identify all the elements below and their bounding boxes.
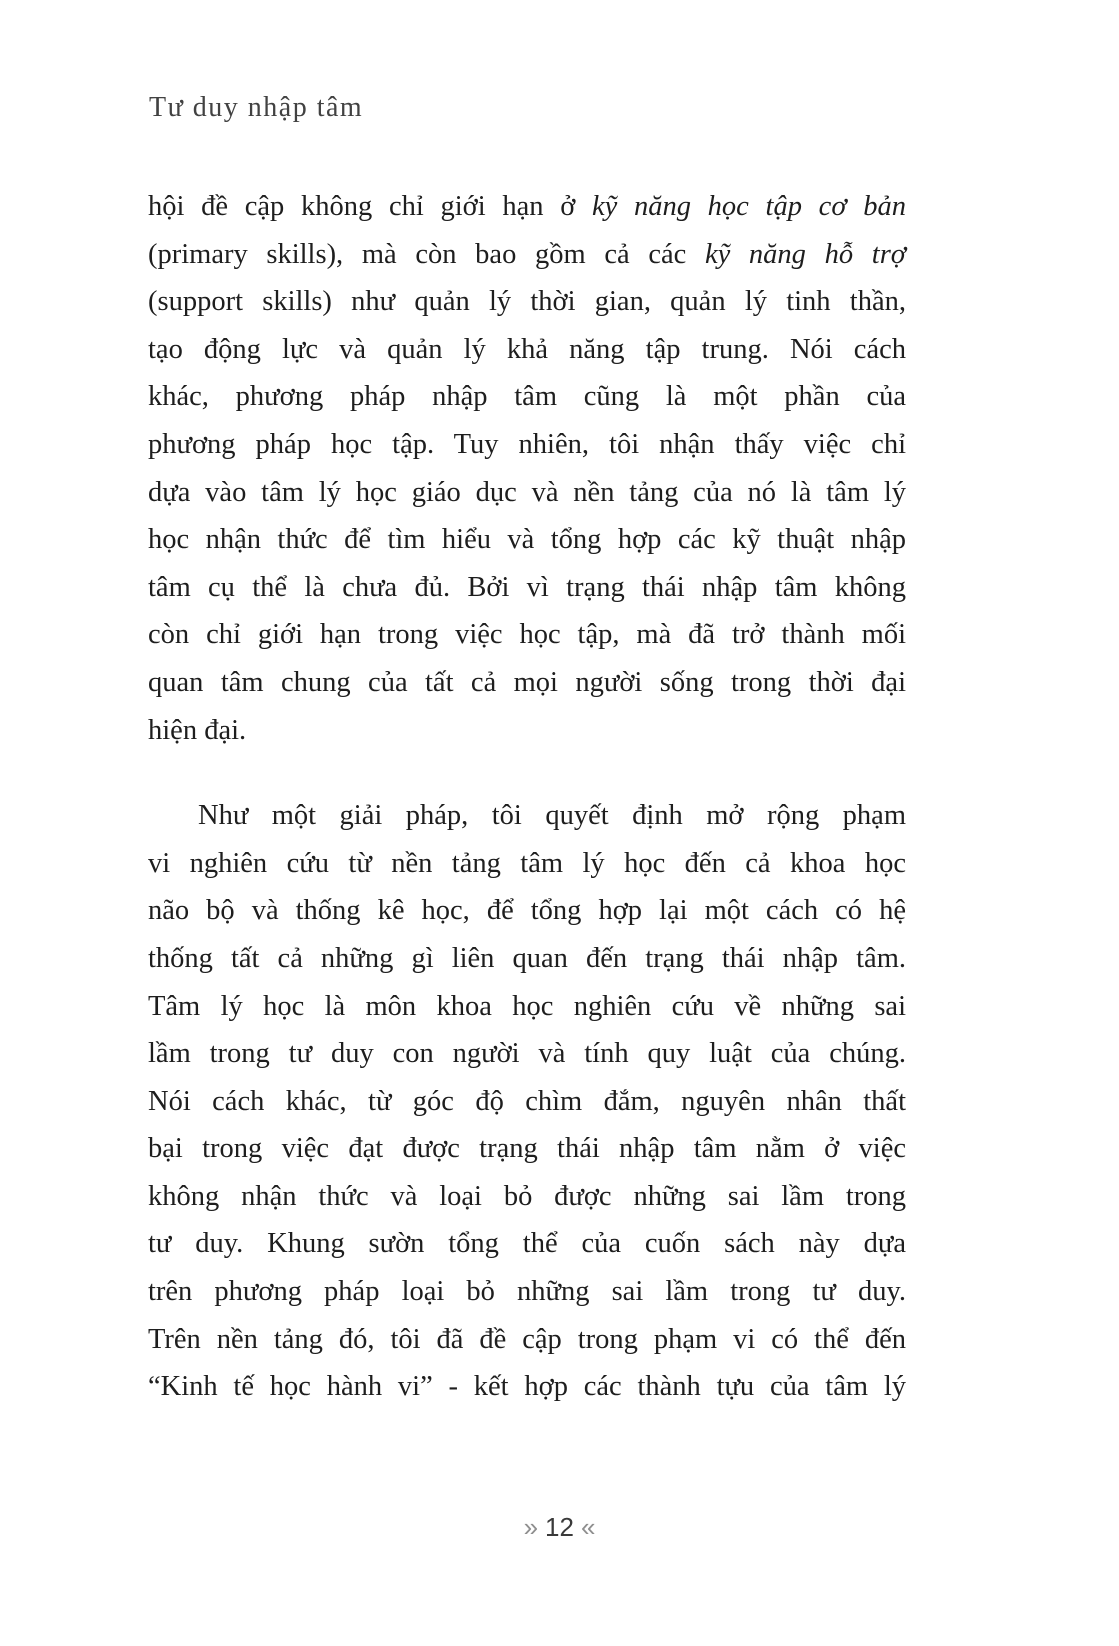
text-segment: Trên nền tảng đó, tôi đã đề cập trong phạm vi có thể đến bbox=[148, 1323, 906, 1355]
paragraph bbox=[148, 183, 906, 754]
text-segment: vi nghiên cứu từ nền tảng tâm lý học đến cả khoa học bbox=[148, 847, 906, 879]
text-line bbox=[148, 1125, 906, 1173]
text-segment: không nhận thức và loại bỏ được những sai lầm trong bbox=[148, 1180, 906, 1212]
text-line bbox=[148, 1316, 906, 1364]
text-line bbox=[148, 887, 906, 935]
italic-text-segment: kỹ năng học tập cơ bản bbox=[591, 191, 906, 222]
text-segment: học nhận thức để tìm hiểu và tổng hợp các kỹ thuật nhập bbox=[148, 524, 906, 556]
text-segment: hội đề cập không chỉ giới hạn ở bbox=[148, 191, 592, 222]
text-segment: Nói cách khác, từ góc độ chìm đắm, nguyên nhân thất bbox=[148, 1085, 906, 1117]
text-segment: dựa vào tâm lý học giáo dục và nền tảng của nó là tâm lý bbox=[148, 476, 906, 508]
text-segment: (support skills) như quản lý thời gian, quản lý tinh thần, bbox=[148, 286, 906, 318]
text-line bbox=[148, 1078, 906, 1126]
paragraph bbox=[148, 792, 906, 1411]
text-line bbox=[148, 611, 906, 659]
page-footer bbox=[0, 1512, 1119, 1543]
text-segment: thống tất cả những gì liên quan đến trạng thái nhập tâm. bbox=[148, 942, 906, 974]
text-segment: tâm cụ thể là chưa đủ. Bởi vì trạng thái nhập tâm không bbox=[148, 571, 906, 603]
text-segment: não bộ và thống kê học, để tổng hợp lại một cách có hệ bbox=[148, 895, 906, 927]
text-segment: còn chỉ giới hạn trong việc học tập, mà đã trở thành mối bbox=[148, 619, 906, 651]
text-segment: Tâm lý học là môn khoa học nghiên cứu về những sai bbox=[148, 990, 906, 1022]
text-segment: quan tâm chung của tất cả mọi người sống trong thời đại bbox=[148, 666, 906, 698]
text-segment: phương pháp học tập. Tuy nhiên, tôi nhận thấy việc chỉ bbox=[148, 428, 906, 460]
text-line bbox=[148, 659, 906, 707]
text-line bbox=[148, 278, 906, 326]
text-segment: “Kinh tế học hành vi” - kết hợp các thành tựu của tâm lý bbox=[148, 1371, 906, 1403]
text-line bbox=[148, 469, 906, 517]
running-header: Tư duy nhập tâm bbox=[149, 92, 364, 123]
text-line bbox=[148, 421, 906, 469]
text-segment: lầm trong tư duy con người và tính quy luật của chúng. bbox=[148, 1038, 906, 1070]
text-segment: hiện đại. bbox=[148, 714, 247, 746]
text-line bbox=[148, 1363, 906, 1411]
text-line bbox=[148, 564, 906, 612]
text-segment: bại trong việc đạt được trạng thái nhập tâm nằm ở việc bbox=[148, 1133, 906, 1165]
page-number: 12 bbox=[545, 1512, 574, 1542]
text-line bbox=[148, 1220, 906, 1268]
text-line bbox=[148, 1030, 906, 1078]
page-body bbox=[148, 183, 906, 1411]
text-segment: tạo động lực và quản lý khả năng tập trung. Nói cách bbox=[148, 333, 906, 365]
text-line bbox=[148, 1268, 906, 1316]
text-line bbox=[148, 707, 906, 755]
text-line bbox=[148, 373, 906, 421]
text-segment: trên phương pháp loại bỏ những sai lầm trong tư duy. bbox=[148, 1276, 906, 1308]
text-line bbox=[148, 935, 906, 983]
text-segment: khác, phương pháp nhập tâm cũng là một phần của bbox=[148, 381, 906, 413]
text-line bbox=[148, 983, 906, 1031]
footer-ornament-left: » bbox=[523, 1512, 539, 1542]
text-segment: Như một giải pháp, tôi quyết định mở rộng phạm bbox=[198, 800, 906, 832]
italic-text-segment: kỹ năng hỗ trợ bbox=[704, 238, 906, 270]
text-line bbox=[148, 326, 906, 374]
text-line bbox=[148, 1173, 906, 1221]
text-segment: tư duy. Khung sườn tổng thể của cuốn sách này dựa bbox=[148, 1228, 906, 1260]
text-segment: (primary skills), mà còn bao gồm cả các bbox=[148, 238, 705, 270]
footer-ornament-right: « bbox=[580, 1512, 596, 1542]
text-line bbox=[148, 231, 906, 279]
text-line bbox=[148, 792, 906, 840]
text-line bbox=[148, 840, 906, 888]
text-line bbox=[148, 183, 906, 231]
text-line bbox=[148, 516, 906, 564]
